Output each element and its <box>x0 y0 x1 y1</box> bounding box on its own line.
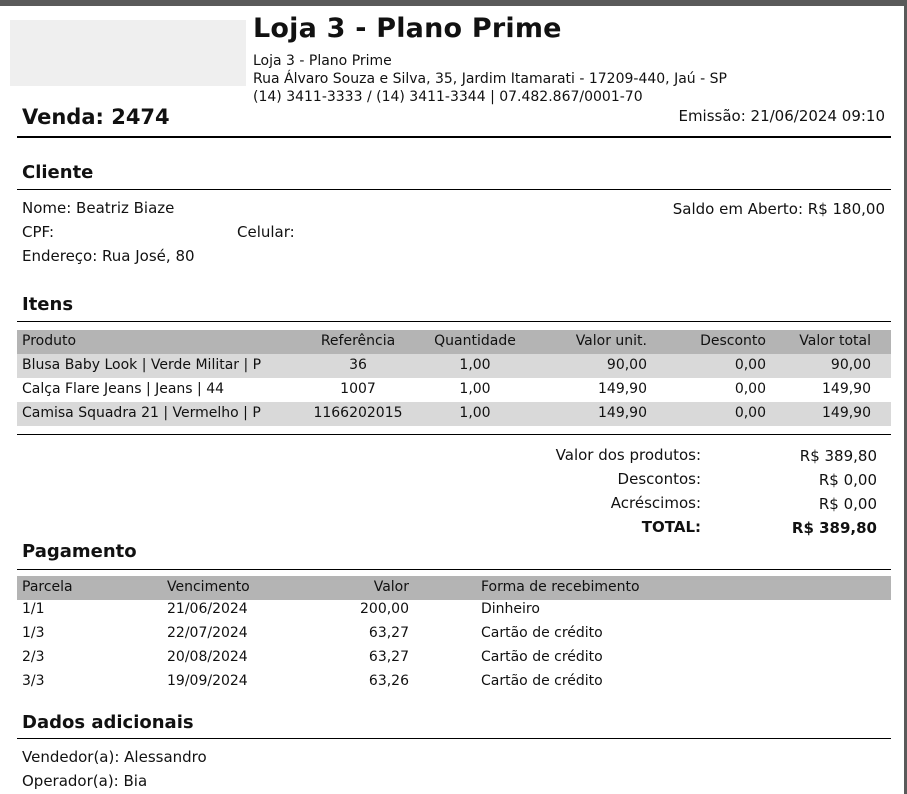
total-value: R$ 389,80 <box>791 519 877 537</box>
store-title: Loja 3 - Plano Prime <box>253 13 562 44</box>
table-row <box>17 378 891 402</box>
col-discount: Desconto <box>700 333 766 349</box>
client-name: Nome: Beatriz Biaze <box>22 199 175 217</box>
table-row <box>17 670 891 694</box>
additional-divider <box>17 738 891 739</box>
item-reference: 1007 <box>340 381 376 397</box>
item-quantity: 1,00 <box>459 405 491 421</box>
table-row <box>17 622 891 646</box>
item-product: Calça Flare Jeans | Jeans | 44 <box>22 381 225 397</box>
payment-installment: 2/3 <box>22 649 45 665</box>
products-value-label: Valor dos produtos: <box>555 446 701 464</box>
store-contacts: (14) 3411-3333 / (14) 3411-3344 | 07.482.867/0001-70 <box>253 89 643 105</box>
items-heading: Itens <box>22 294 74 315</box>
items-bottom-divider <box>17 434 891 435</box>
payment-installment: 1/1 <box>22 601 45 617</box>
item-discount: 0,00 <box>734 405 766 421</box>
table-row <box>17 598 891 622</box>
payment-value: 63,26 <box>368 673 409 689</box>
item-discount: 0,00 <box>734 357 766 373</box>
col-installment: Parcela <box>22 579 73 595</box>
operator: Operador(a): Bia <box>22 772 148 790</box>
item-product: Blusa Baby Look | Verde Militar | P <box>22 357 262 373</box>
payment-value: 200,00 <box>360 601 409 617</box>
payment-divider <box>17 569 891 570</box>
item-total: 90,00 <box>830 357 871 373</box>
store-name: Loja 3 - Plano Prime <box>253 53 392 69</box>
payment-due-date: 22/07/2024 <box>167 625 248 641</box>
additions-label: Acréscimos: <box>610 494 701 512</box>
payment-value: 63,27 <box>368 649 409 665</box>
payment-due-date: 21/06/2024 <box>167 601 248 617</box>
payment-heading: Pagamento <box>22 541 137 562</box>
col-quantity: Quantidade <box>434 333 516 349</box>
client-heading: Cliente <box>22 162 94 183</box>
col-value: Valor <box>373 579 409 595</box>
col-unit-value: Valor unit. <box>575 333 647 349</box>
seller: Vendedor(a): Alessandro <box>22 748 207 766</box>
store-address: Rua Álvaro Souza e Silva, 35, Jardim Itamarati - 17209-440, Jaú - SP <box>253 71 727 87</box>
payment-installment: 3/3 <box>22 673 45 689</box>
payment-method: Cartão de crédito <box>481 625 603 641</box>
table-row <box>17 646 891 670</box>
items-table-header <box>17 330 891 354</box>
header-divider <box>17 136 891 138</box>
total-label: TOTAL: <box>641 518 701 536</box>
payment-due-date: 19/09/2024 <box>167 673 248 689</box>
item-product: Camisa Squadra 21 | Vermelho | P <box>22 405 261 421</box>
item-unit-value: 90,00 <box>606 357 647 373</box>
client-phone: Celular: <box>237 223 295 241</box>
items-divider <box>17 321 891 322</box>
additional-heading: Dados adicionais <box>22 712 194 733</box>
col-product: Produto <box>22 333 77 349</box>
item-total: 149,90 <box>822 381 871 397</box>
item-quantity: 1,00 <box>459 357 491 373</box>
client-divider <box>17 189 891 190</box>
item-unit-value: 149,90 <box>598 381 647 397</box>
col-payment-method: Forma de recebimento <box>481 579 640 595</box>
col-due-date: Vencimento <box>167 579 250 595</box>
payment-due-date: 20/08/2024 <box>167 649 248 665</box>
item-reference: 36 <box>349 357 367 373</box>
payment-installment: 1/3 <box>22 625 45 641</box>
payment-method: Cartão de crédito <box>481 649 603 665</box>
payment-method: Cartão de crédito <box>481 673 603 689</box>
item-unit-value: 149,90 <box>598 405 647 421</box>
payment-value: 63,27 <box>368 625 409 641</box>
col-total: Valor total <box>799 333 871 349</box>
payment-method: Dinheiro <box>481 601 540 617</box>
item-quantity: 1,00 <box>459 381 491 397</box>
discounts-label: Descontos: <box>617 470 701 488</box>
products-value: R$ 389,80 <box>799 447 877 465</box>
client-address: Endereço: Rua José, 80 <box>22 247 195 265</box>
item-total: 149,90 <box>822 405 871 421</box>
payment-table-header <box>17 576 891 600</box>
item-reference: 1166202015 <box>313 405 403 421</box>
table-row <box>17 402 891 426</box>
client-cpf: CPF: <box>22 223 55 241</box>
client-balance: Saldo em Aberto: R$ 180,00 <box>672 200 885 218</box>
col-reference: Referência <box>320 333 396 349</box>
item-discount: 0,00 <box>734 381 766 397</box>
store-logo-placeholder <box>10 20 246 86</box>
discounts-value: R$ 0,00 <box>818 471 877 489</box>
sale-number: Venda: 2474 <box>22 105 170 129</box>
table-row <box>17 354 891 378</box>
emission-date: Emissão: 21/06/2024 09:10 <box>678 107 885 125</box>
additions-value: R$ 0,00 <box>818 495 877 513</box>
